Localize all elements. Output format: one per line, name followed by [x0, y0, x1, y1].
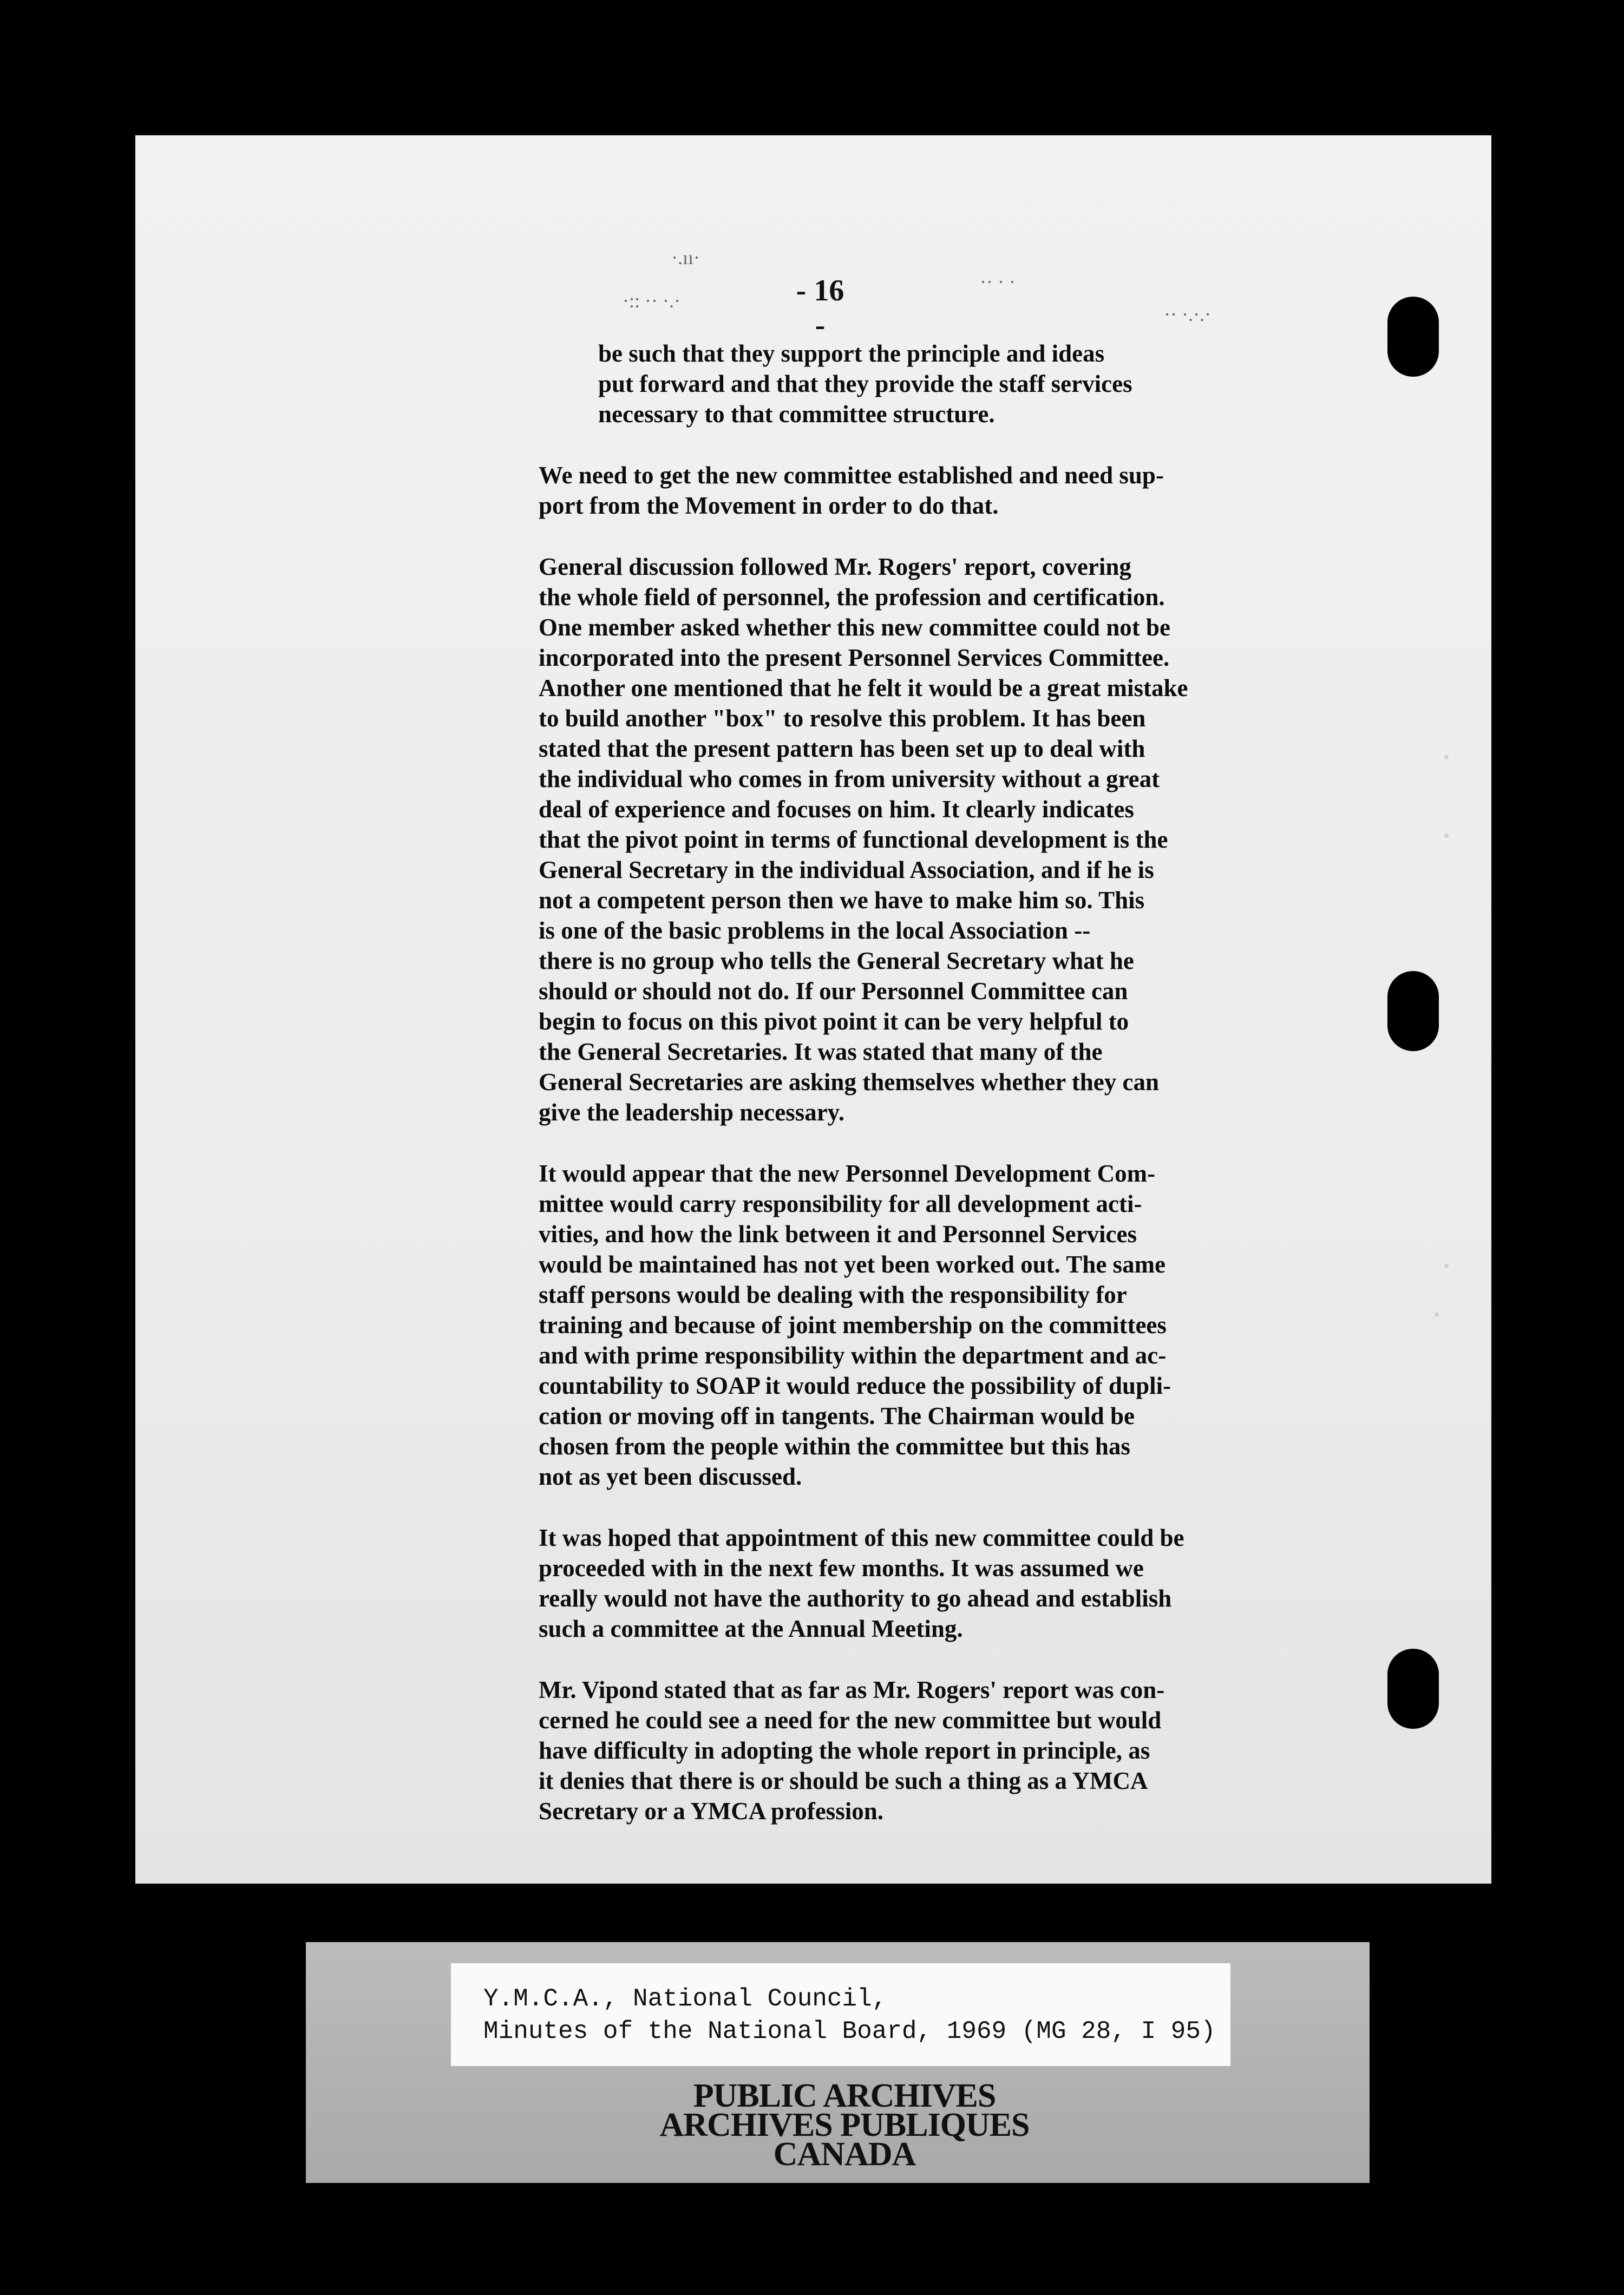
- page-body: [539, 338, 1383, 1857]
- punch-hole: [1387, 297, 1439, 377]
- edge-mark: [1435, 1313, 1439, 1317]
- stamp-line: ARCHIVES PUBLIQUES: [659, 2107, 1030, 2143]
- paragraph: It would appear that the new Personnel Development Com- mittee would carry responsibility for all development acti- vities, and how the link between it and Personnel Services would be maintained has not yet been worked out. The same staff persons would be dealing with the responsibility for training and because of joint membership on the committees and with prime responsibility within the department and ac- countability to SOAP it would reduce the possibility of dupli- cation or moving off in tangents. The Chairman would be chosen from the people within the committee but this has not as yet been discussed.: [539, 1160, 1171, 1490]
- bleed-through-mark: ·.ıı·: [671, 247, 700, 268]
- label-collection: Y.M.C.A., National Council,: [483, 1985, 887, 2013]
- edge-mark: [1444, 755, 1449, 759]
- edge-mark: [1444, 1264, 1449, 1268]
- page-number: - 16 -: [796, 274, 844, 342]
- archive-label: [451, 1963, 1230, 2066]
- bleed-through-mark: ·· · ·: [980, 271, 1016, 293]
- stamp-line: PUBLIC ARCHIVES: [693, 2077, 996, 2114]
- punch-hole: [1387, 971, 1439, 1051]
- paragraph: be such that they support the principle and ideas put forward and that they provide the staff services necessary to that committee structure.: [598, 340, 1132, 428]
- archives-stamp: [558, 2077, 1131, 2173]
- paragraph: It was hoped that appointment of this new committee could be proceeded with in the next few months. It was assumed we really would not have the authority to go ahead and establish such a committee at the Annual Meeting.: [539, 1524, 1184, 1642]
- stamp-line: CANADA: [773, 2136, 916, 2173]
- paragraph: General discussion followed Mr. Rogers' report, covering the whole field of personnel, the profession and certification. One member asked whether this new committee could not be incorporated into the present Personnel Services Committee. Another one mentioned that he felt it would be a great mistake to build another "box" to resolve this problem. It has been stated that the present pattern has been set up to deal with the individual who comes in from university without a great deal of experience and focuses on him. It clearly indicates that the pivot point in terms of functional development is the General Secretary in the individual Association, and if he is not a competent person then we have to make him so. This is one of the basic problems in the local Association -- there is no group who tells the General Secretary what he should or should not do. If our Personnel Committee can begin to focus on this pivot point it can be very helpful to the General Secretaries. It was stated that many of the General Secretaries are asking themselves whether they can give the leadership necessary.: [539, 553, 1188, 1126]
- punch-hole: [1387, 1649, 1439, 1729]
- paragraph: Mr. Vipond stated that as far as Mr. Rogers' report was con- cerned he could see a need for the new committee but would have difficulty in adopting the whole report in principle, as it denies that there is or should be such a thing as a YMCA Secretary or a YMCA profession.: [539, 1676, 1165, 1825]
- bleed-through-mark: ·:: ·· ·.·: [623, 290, 680, 312]
- bleed-through-mark: ·· ·.·.·: [1164, 304, 1211, 325]
- paragraph: We need to get the new committee established and need sup- port from the Movement in order to do that.: [539, 462, 1164, 519]
- label-reference: Minutes of the National Board, 1969 (MG 28, I 95): [483, 2017, 1216, 2045]
- edge-mark: [1444, 834, 1449, 838]
